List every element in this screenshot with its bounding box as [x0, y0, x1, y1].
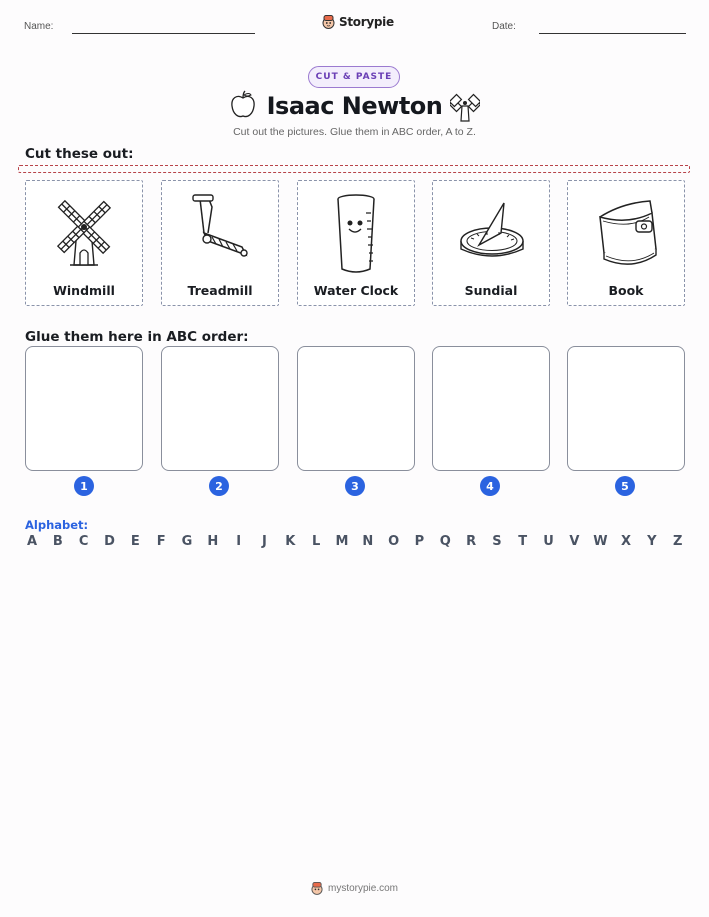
brand-logo [322, 14, 394, 29]
glue-slot-2[interactable] [161, 346, 279, 471]
cut-card-sundial[interactable] [432, 180, 550, 306]
cut-card-book[interactable] [567, 180, 685, 306]
alphabet-letter: Z [672, 534, 683, 549]
glue-slot-4[interactable] [432, 346, 550, 471]
windmill-icon [50, 189, 118, 279]
alphabet-letter: C [78, 534, 89, 549]
name-label: Name: [24, 21, 54, 32]
alphabet-letter: G [181, 534, 193, 549]
alphabet-row [25, 534, 685, 549]
cut-paste-badge: CUT & PASTE [308, 66, 400, 88]
card-label: Windmill [53, 283, 115, 298]
storypie-mascot-icon [311, 881, 323, 895]
storypie-mascot-icon [322, 14, 335, 29]
glue-slot-5[interactable] [567, 346, 685, 471]
alphabet-letter: Y [647, 534, 657, 549]
brand-name: Storypie [339, 14, 394, 29]
alphabet-letter: J [262, 534, 267, 549]
alphabet-letter: T [518, 534, 528, 549]
alphabet-letter: M [335, 534, 349, 549]
alphabet-letter: K [285, 534, 296, 549]
alphabet-letter: P [414, 534, 425, 549]
card-label: Sundial [464, 283, 518, 298]
cut-card-windmill[interactable] [25, 180, 143, 306]
book-icon [592, 189, 662, 279]
slot-number-4: 4 [480, 476, 500, 496]
date-label: Date: [492, 21, 516, 32]
page-title: Isaac Newton [266, 92, 443, 120]
alphabet-letter: D [104, 534, 115, 549]
glue-slot-3[interactable] [297, 346, 415, 471]
glue-heading: Glue them here in ABC order: [25, 329, 249, 345]
footer-url[interactable]: mystorypie.com [327, 882, 398, 894]
alphabet-letter: F [156, 534, 166, 549]
alphabet-letter: A [26, 534, 38, 549]
alphabet-letter: S [492, 534, 502, 549]
slot-number-5: 5 [615, 476, 635, 496]
alphabet-letter: O [388, 534, 400, 549]
alphabet-letter: I [236, 534, 242, 549]
name-line[interactable] [72, 33, 255, 34]
alphabet-letter: V [569, 534, 580, 549]
footer [0, 881, 709, 895]
glue-slot-1[interactable] [25, 346, 143, 471]
alphabet-letter: R [466, 534, 477, 549]
treadmill-icon [186, 189, 254, 279]
date-line[interactable] [539, 33, 686, 34]
alphabet-letter: Q [439, 534, 451, 549]
alphabet-heading: Alphabet: [25, 518, 89, 532]
slot-number-3: 3 [345, 476, 365, 496]
slot-number-2: 2 [209, 476, 229, 496]
alphabet-letter: U [543, 534, 554, 549]
alphabet-letter: N [362, 534, 374, 549]
alphabet-letter: B [52, 534, 63, 549]
alphabet-letter: W [593, 534, 608, 549]
windmill-title-icon [450, 88, 480, 122]
cut-card-treadmill[interactable] [161, 180, 279, 306]
cut-heading: Cut these out: [25, 146, 134, 162]
cut-card-water-clock[interactable] [297, 180, 415, 306]
cut-line [18, 165, 690, 173]
alphabet-letter: H [207, 534, 219, 549]
card-label: Book [608, 283, 644, 298]
alphabet-letter: X [621, 534, 632, 549]
water-clock-icon [322, 189, 390, 279]
card-label: Water Clock [313, 283, 399, 298]
instructions-text: Cut out the pictures. Glue them in ABC order, A to Z. [233, 126, 476, 138]
sundial-icon [457, 189, 527, 279]
slot-number-1: 1 [74, 476, 94, 496]
alphabet-letter: L [311, 534, 321, 549]
card-label: Treadmill [187, 283, 253, 298]
alphabet-letter: E [130, 534, 140, 549]
